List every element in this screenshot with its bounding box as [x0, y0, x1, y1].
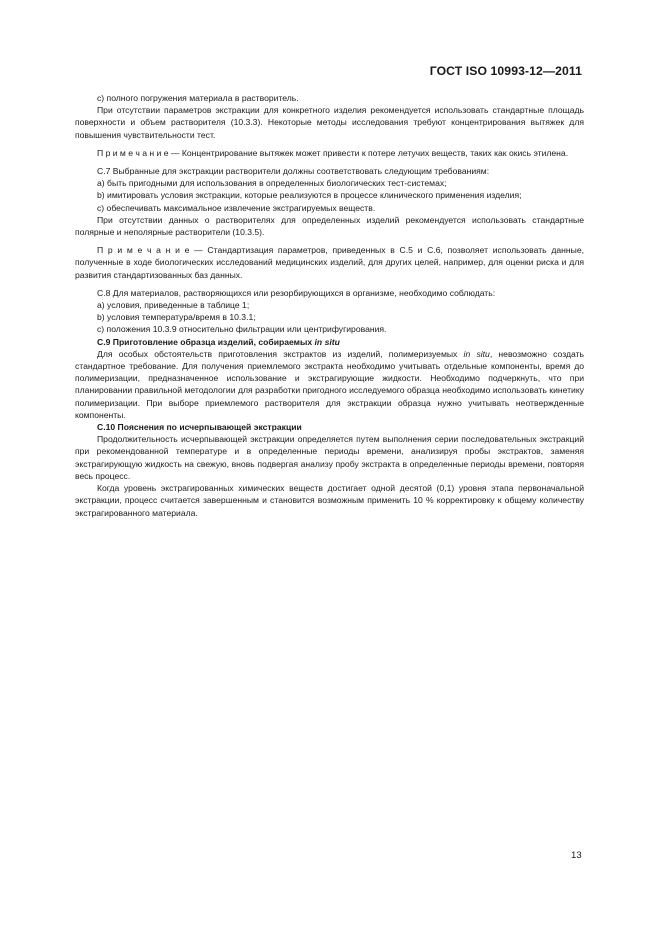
paragraph [75, 348, 584, 421]
page-number: 13 [571, 850, 582, 861]
paragraph-text: Для особых обстоятельств приготовления экстрактов из изделий, полимеризуемых [97, 348, 464, 359]
list-item: а) условия, приведенные в таблице 1; [97, 300, 250, 311]
list-item: b) имитировать условия экстракции, которые реализуются в процессе клинического применения изделия; [97, 190, 522, 201]
paragraph: При отсутствии данных о растворителях для определенных изделий рекомендуется использовать стандартные полярные и неполярные растворители (10.3.5). [75, 214, 584, 238]
section-c7: С.7 Выбранные для экстракции растворители должны соответствовать следующим требованиям: [97, 166, 490, 177]
note: П р и м е ч а н и е — Концентрирование вытяжек может привести к потере летучих веществ, таких как окись этилена. [97, 147, 569, 158]
section-c8: С.8 Для материалов, растворяющихся или резорбирующихся в организме, необходимо соблюдать: [97, 287, 496, 298]
paragraph: с) полного погружения материала в растворитель. [97, 93, 299, 103]
section-c9-title-text: С.9 Приготовление образца изделий, собираемых [97, 336, 315, 347]
document-body [75, 92, 584, 519]
note: П р и м е ч а н и е — Стандартизация параметров, приведенных в С.5 и С.6, позволяет использовать данные, полученные в ходе биологических исследований медицинских изделий, для других целей, например, для оценки риска и для развития стандартизованных баз данных. [75, 245, 584, 280]
paragraph: Продолжительность исчерпывающей экстракции определяется путем выполнения серии последовательных экстракций при рекомендованной температуре и в определенные периоды времени, анализируя пробы экстрактов, заменяя экстрагирующую жидкость на свежую, вновь подвергая анализу пробу экстракта в определенные периоды времени, повторяя весь процесс. [75, 434, 584, 481]
section-c9-title-italic: in situ [314, 336, 340, 347]
section-c9-title [75, 336, 584, 348]
paragraph-text: , невозможно создать стандартное требование. Для получения приемлемого экстракта необходимо учитывать отдельные компоненты, время до полимеризации, предназначенное использование и экстрагирующие жидкости. Необходимо подчеркнуть, что при планировании правильной методологии для разработки пригодного исследуемого образца необходимо использовать кинетику полимеризации. При выборе приемлемого растворителя для экстракции образца нужно учитывать неотвержденные компоненты. [75, 348, 584, 420]
list-item: b) условия температура/время в 10.3.1; [97, 312, 256, 323]
paragraph: При отсутствии параметров экстракции для конкретного изделия рекомендуется использовать стандартные площадь поверхности и объем растворителя (10.3.3). Некоторые методы исследования требуют концентрирования вытяжек для повышения чувствительности тест. [75, 105, 584, 140]
section-c10-title: С.10 Пояснения по исчерпывающей экстракции [97, 422, 302, 433]
paragraph: Когда уровень экстрагированных химических веществ достигает одной десятой (0,1) уровня этапа первоначальной экстракции, процесс считается завершенным и становится возможным применить 10 % корректировку к общему количеству экстрагированного материала. [75, 483, 584, 518]
standard-header: ГОСТ ISO 10993-12—2011 [429, 64, 582, 78]
list-item: а) быть пригодными для использования в определенных биологических тест-системах; [97, 178, 447, 189]
list-item: с) положения 10.3.9 относительно фильтрации или центрифугирования. [97, 324, 387, 335]
italic-term: in situ [463, 348, 490, 359]
list-item: с) обеспечивать максимальное извлечение экстрагируемых веществ. [97, 202, 376, 213]
